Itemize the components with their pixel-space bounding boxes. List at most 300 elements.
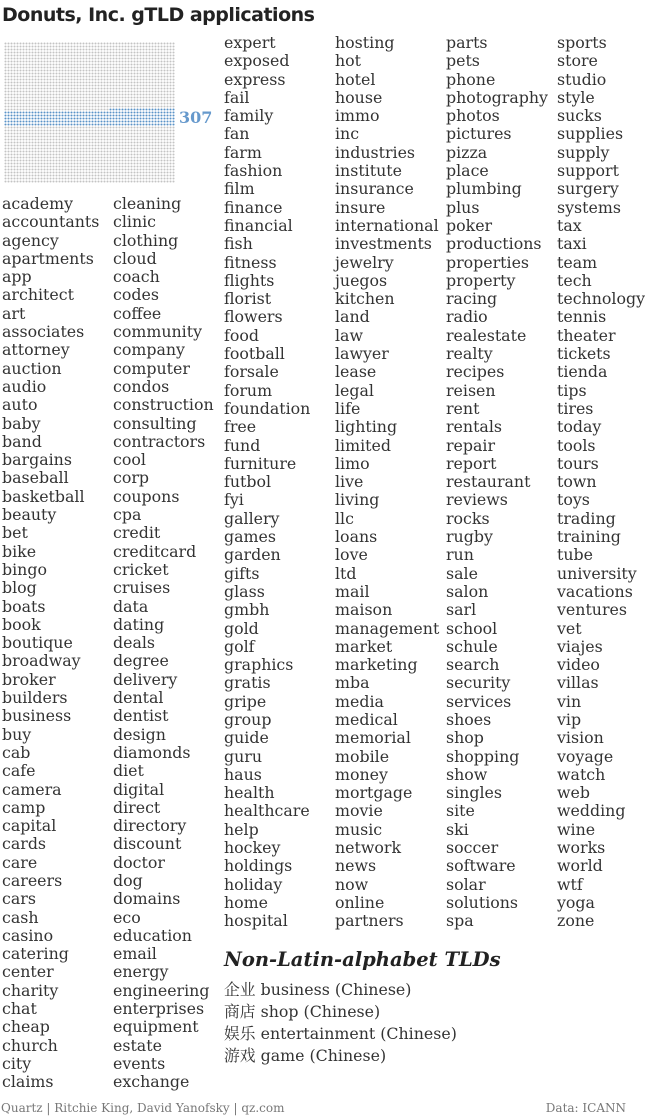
waffle-dot	[130, 90, 132, 92]
waffle-dot-highlighted	[139, 120, 141, 122]
waffle-dot	[70, 84, 72, 86]
waffle-dot	[151, 126, 153, 128]
waffle-dot	[31, 51, 33, 53]
waffle-dot	[13, 174, 15, 176]
waffle-dot	[97, 153, 99, 155]
waffle-dot	[28, 153, 30, 155]
waffle-dot	[55, 132, 57, 134]
waffle-dot	[37, 90, 39, 92]
waffle-dot	[76, 51, 78, 53]
waffle-dot	[28, 138, 30, 140]
waffle-dot	[76, 66, 78, 68]
waffle-dot	[139, 135, 141, 137]
waffle-dot	[127, 177, 129, 179]
waffle-dot	[13, 135, 15, 137]
tld-item: email	[113, 944, 157, 964]
waffle-dot	[88, 99, 90, 101]
waffle-dot	[58, 45, 60, 47]
waffle-dot	[73, 69, 75, 71]
waffle-dot	[151, 45, 153, 47]
waffle-dot	[154, 66, 156, 68]
tld-item: sucks	[557, 106, 602, 126]
waffle-dot-highlighted	[151, 111, 153, 113]
waffle-dot	[139, 129, 141, 131]
waffle-dot	[133, 57, 135, 59]
waffle-dot	[58, 93, 60, 95]
waffle-dot	[109, 171, 111, 173]
waffle-dot-highlighted	[103, 120, 105, 122]
waffle-dot	[169, 51, 171, 53]
waffle-dot	[91, 153, 93, 155]
waffle-dot	[10, 87, 12, 89]
waffle-dot	[85, 135, 87, 137]
waffle-dot	[16, 84, 18, 86]
tld-item: institute	[335, 161, 402, 181]
waffle-dot	[160, 171, 162, 173]
highlight-count-label: 307	[179, 108, 213, 127]
waffle-dot	[97, 69, 99, 71]
waffle-dot	[49, 81, 51, 83]
waffle-dot	[136, 105, 138, 107]
waffle-dot	[10, 96, 12, 98]
waffle-dot	[7, 147, 9, 149]
waffle-dot	[49, 105, 51, 107]
waffle-dot	[22, 42, 24, 44]
waffle-dot	[67, 57, 69, 59]
waffle-dot	[100, 141, 102, 143]
waffle-dot	[103, 138, 105, 140]
waffle-dot	[130, 105, 132, 107]
waffle-dot	[13, 75, 15, 77]
waffle-dot-highlighted	[157, 117, 159, 119]
waffle-dot	[160, 174, 162, 176]
waffle-dot	[106, 141, 108, 143]
waffle-dot	[142, 102, 144, 104]
tld-item: town	[557, 472, 597, 492]
waffle-dot	[79, 150, 81, 152]
waffle-dot	[88, 87, 90, 89]
waffle-dot	[139, 174, 141, 176]
waffle-dot	[55, 96, 57, 98]
waffle-dot	[139, 51, 141, 53]
waffle-dot	[25, 90, 27, 92]
waffle-dot-highlighted	[157, 108, 159, 110]
tld-item: inc	[335, 124, 360, 144]
waffle-dot	[10, 129, 12, 131]
waffle-dot	[64, 165, 66, 167]
waffle-dot	[19, 129, 21, 131]
waffle-dot	[73, 42, 75, 44]
waffle-dot	[85, 174, 87, 176]
waffle-dot	[124, 84, 126, 86]
waffle-dot	[133, 87, 135, 89]
waffle-dot	[172, 141, 174, 143]
waffle-dot	[130, 144, 132, 146]
waffle-dot	[136, 51, 138, 53]
tld-item: cruises	[113, 578, 171, 598]
waffle-dot	[19, 78, 21, 80]
waffle-dot	[157, 156, 159, 158]
tld-item: mail	[335, 581, 370, 601]
waffle-dot-highlighted	[70, 120, 72, 122]
waffle-dot	[157, 45, 159, 47]
waffle-dot	[52, 93, 54, 95]
waffle-dot	[160, 99, 162, 101]
waffle-dot	[100, 78, 102, 80]
waffle-dot	[37, 81, 39, 83]
waffle-dot	[7, 129, 9, 131]
waffle-dot	[76, 57, 78, 59]
waffle-dot	[100, 135, 102, 137]
waffle-dot	[55, 90, 57, 92]
waffle-dot	[55, 81, 57, 83]
waffle-dot	[16, 141, 18, 143]
waffle-dot	[79, 66, 81, 68]
waffle-dot	[103, 72, 105, 74]
waffle-dot	[70, 45, 72, 47]
waffle-dot	[151, 102, 153, 104]
waffle-dot	[40, 99, 42, 101]
waffle-dot	[115, 90, 117, 92]
waffle-dot	[43, 159, 45, 161]
waffle-dot	[25, 105, 27, 107]
waffle-dot-highlighted	[166, 120, 168, 122]
waffle-dot	[130, 132, 132, 134]
waffle-dot	[16, 144, 18, 146]
waffle-dot	[169, 132, 171, 134]
waffle-dot-highlighted	[82, 117, 84, 119]
waffle-dot	[31, 135, 33, 137]
waffle-dot-highlighted	[58, 111, 60, 113]
waffle-dot	[121, 60, 123, 62]
waffle-dot	[13, 63, 15, 65]
waffle-dot	[97, 99, 99, 101]
waffle-dot	[79, 96, 81, 98]
waffle-dot	[85, 42, 87, 44]
waffle-dot	[112, 48, 114, 50]
waffle-dot	[10, 78, 12, 80]
tld-item: property	[446, 270, 516, 290]
waffle-dot	[94, 54, 96, 56]
waffle-dot	[136, 72, 138, 74]
waffle-dot	[106, 174, 108, 176]
tld-item: vet	[557, 618, 582, 638]
waffle-dot	[103, 162, 105, 164]
tld-item: pizza	[446, 142, 488, 162]
waffle-dot	[61, 153, 63, 155]
waffle-dot	[19, 126, 21, 128]
waffle-dot	[43, 150, 45, 152]
waffle-dot	[52, 102, 54, 104]
waffle-dot	[124, 144, 126, 146]
waffle-dot	[79, 51, 81, 53]
waffle-dot	[70, 96, 72, 98]
waffle-dot	[124, 150, 126, 152]
waffle-dot	[163, 165, 165, 167]
waffle-dot	[82, 72, 84, 74]
waffle-dot	[55, 159, 57, 161]
waffle-dot	[22, 129, 24, 131]
waffle-dot	[58, 180, 60, 182]
waffle-dot	[106, 90, 108, 92]
waffle-dot	[94, 135, 96, 137]
waffle-dot	[7, 150, 9, 152]
waffle-dot	[100, 90, 102, 92]
waffle-dot	[172, 75, 174, 77]
tld-item: auto	[2, 395, 38, 415]
waffle-dot	[133, 66, 135, 68]
waffle-dot	[67, 84, 69, 86]
waffle-dot	[58, 162, 60, 164]
tld-item: theater	[557, 325, 616, 345]
waffle-dot	[34, 144, 36, 146]
waffle-dot-highlighted	[127, 123, 129, 125]
waffle-dot	[16, 48, 18, 50]
waffle-dot	[73, 180, 75, 182]
waffle-dot	[61, 99, 63, 101]
waffle-dot	[19, 84, 21, 86]
waffle-dot	[154, 138, 156, 140]
waffle-dot	[151, 105, 153, 107]
waffle-dot	[73, 165, 75, 167]
waffle-dot	[124, 96, 126, 98]
waffle-dot	[166, 150, 168, 152]
waffle-dot	[70, 51, 72, 53]
waffle-dot	[139, 159, 141, 161]
waffle-dot	[52, 180, 54, 182]
waffle-dot	[22, 162, 24, 164]
waffle-dot	[67, 78, 69, 80]
waffle-dot	[40, 144, 42, 146]
waffle-dot	[25, 162, 27, 164]
waffle-dot	[43, 156, 45, 158]
waffle-dot	[4, 180, 6, 182]
tld-item: discount	[113, 834, 182, 854]
waffle-dot	[76, 144, 78, 146]
waffle-dot	[127, 75, 129, 77]
waffle-dot	[85, 72, 87, 74]
waffle-dot	[118, 72, 120, 74]
waffle-dot	[43, 81, 45, 83]
waffle-dot	[85, 93, 87, 95]
waffle-dot	[16, 129, 18, 131]
waffle-dot	[79, 135, 81, 137]
waffle-dot	[37, 75, 39, 77]
waffle-dot	[160, 96, 162, 98]
waffle-dot	[82, 51, 84, 53]
waffle-dot	[157, 102, 159, 104]
waffle-dot	[61, 144, 63, 146]
waffle-dot	[163, 126, 165, 128]
waffle-dot-highlighted	[133, 120, 135, 122]
waffle-dot	[73, 93, 75, 95]
waffle-dot	[16, 78, 18, 80]
tld-item: charity	[2, 980, 59, 1000]
waffle-dot	[160, 57, 162, 59]
waffle-dot	[70, 171, 72, 173]
waffle-dot	[163, 135, 165, 137]
waffle-dot	[46, 129, 48, 131]
waffle-dot	[64, 159, 66, 161]
waffle-dot	[148, 90, 150, 92]
waffle-dot	[106, 177, 108, 179]
waffle-dot	[58, 144, 60, 146]
waffle-dot	[40, 60, 42, 62]
waffle-dot	[67, 165, 69, 167]
waffle-dot	[127, 165, 129, 167]
waffle-dot	[19, 102, 21, 104]
waffle-dot-highlighted	[142, 120, 144, 122]
waffle-dot	[148, 174, 150, 176]
waffle-dot	[82, 54, 84, 56]
waffle-dot	[70, 93, 72, 95]
waffle-dot	[94, 96, 96, 98]
waffle-dot	[133, 96, 135, 98]
waffle-dot-highlighted	[166, 108, 168, 110]
waffle-dot-highlighted	[157, 111, 159, 113]
waffle-dot	[145, 162, 147, 164]
waffle-dot	[133, 138, 135, 140]
waffle-dot	[7, 141, 9, 143]
waffle-dot	[169, 72, 171, 74]
waffle-dot	[127, 48, 129, 50]
waffle-dot	[58, 174, 60, 176]
waffle-dot	[151, 90, 153, 92]
waffle-dot	[160, 48, 162, 50]
waffle-dot	[112, 174, 114, 176]
waffle-dot	[25, 93, 27, 95]
waffle-dot-highlighted	[151, 114, 153, 116]
waffle-dot-highlighted	[61, 111, 63, 113]
waffle-dot	[145, 129, 147, 131]
tld-item: tickets	[557, 344, 611, 364]
waffle-dot-highlighted	[22, 114, 24, 116]
waffle-dot-highlighted	[100, 123, 102, 125]
waffle-dot	[58, 48, 60, 50]
waffle-dot	[133, 156, 135, 158]
waffle-dot	[25, 75, 27, 77]
waffle-dot	[25, 63, 27, 65]
waffle-dot	[67, 81, 69, 83]
waffle-dot	[109, 165, 111, 167]
waffle-dot	[82, 84, 84, 86]
tld-item: florist	[224, 289, 272, 309]
waffle-dot	[31, 129, 33, 131]
waffle-dot	[19, 174, 21, 176]
waffle-dot	[82, 63, 84, 65]
waffle-dot	[145, 90, 147, 92]
waffle-dot	[148, 54, 150, 56]
waffle-dot-highlighted	[154, 123, 156, 125]
waffle-dot	[55, 99, 57, 101]
waffle-dot	[19, 162, 21, 164]
waffle-dot	[16, 99, 18, 101]
waffle-dot	[88, 84, 90, 86]
waffle-dot	[151, 84, 153, 86]
waffle-dot	[34, 168, 36, 170]
waffle-dot	[67, 99, 69, 101]
tld-item: cheap	[2, 1017, 50, 1037]
waffle-dot	[115, 81, 117, 83]
waffle-dot	[154, 135, 156, 137]
waffle-dot	[106, 66, 108, 68]
waffle-dot	[82, 138, 84, 140]
waffle-dot	[115, 144, 117, 146]
waffle-dot	[46, 108, 48, 110]
waffle-dot	[154, 96, 156, 98]
waffle-dot	[157, 105, 159, 107]
waffle-dot	[88, 126, 90, 128]
waffle-dot	[130, 177, 132, 179]
waffle-dot	[142, 42, 144, 44]
waffle-dot	[157, 150, 159, 152]
waffle-dot	[85, 126, 87, 128]
tld-item: dental	[113, 688, 164, 708]
waffle-dot	[58, 72, 60, 74]
tld-item: foundation	[224, 398, 311, 418]
waffle-dot	[82, 165, 84, 167]
waffle-dot	[103, 96, 105, 98]
waffle-dot	[31, 132, 33, 134]
waffle-dot	[91, 144, 93, 146]
waffle-dot	[10, 75, 12, 77]
waffle-dot	[10, 90, 12, 92]
waffle-dot	[88, 45, 90, 47]
waffle-dot	[94, 45, 96, 47]
waffle-dot	[169, 99, 171, 101]
tld-item: services	[446, 691, 512, 711]
tld-item: software	[446, 856, 516, 876]
waffle-dot	[169, 81, 171, 83]
waffle-dot	[19, 72, 21, 74]
waffle-dot-highlighted	[100, 120, 102, 122]
tld-item: wtf	[557, 874, 583, 894]
waffle-dot	[172, 60, 174, 62]
waffle-dot	[40, 132, 42, 134]
waffle-dot	[163, 90, 165, 92]
waffle-dot-highlighted	[163, 114, 165, 116]
waffle-dot	[106, 162, 108, 164]
waffle-dot	[85, 132, 87, 134]
waffle-dot	[52, 165, 54, 167]
waffle-dot	[166, 177, 168, 179]
tld-item: money	[335, 764, 388, 784]
waffle-dot	[151, 153, 153, 155]
waffle-dot-highlighted	[136, 120, 138, 122]
waffle-dot-highlighted	[103, 123, 105, 125]
waffle-dot	[73, 66, 75, 68]
tld-item: tours	[557, 453, 599, 473]
waffle-dot	[130, 66, 132, 68]
waffle-dot	[115, 72, 117, 74]
waffle-dot	[91, 105, 93, 107]
waffle-dot-highlighted	[4, 114, 6, 116]
waffle-dot	[130, 102, 132, 104]
waffle-dot	[25, 99, 27, 101]
waffle-dot	[169, 66, 171, 68]
tld-item: industries	[335, 142, 416, 162]
waffle-dot	[76, 69, 78, 71]
waffle-dot-highlighted	[61, 117, 63, 119]
waffle-dot	[4, 45, 6, 47]
waffle-dot-highlighted	[64, 123, 66, 125]
waffle-dot	[19, 147, 21, 149]
waffle-dot	[136, 147, 138, 149]
waffle-dot	[106, 81, 108, 83]
waffle-dot	[151, 42, 153, 44]
waffle-dot	[55, 42, 57, 44]
waffle-dot	[49, 147, 51, 149]
